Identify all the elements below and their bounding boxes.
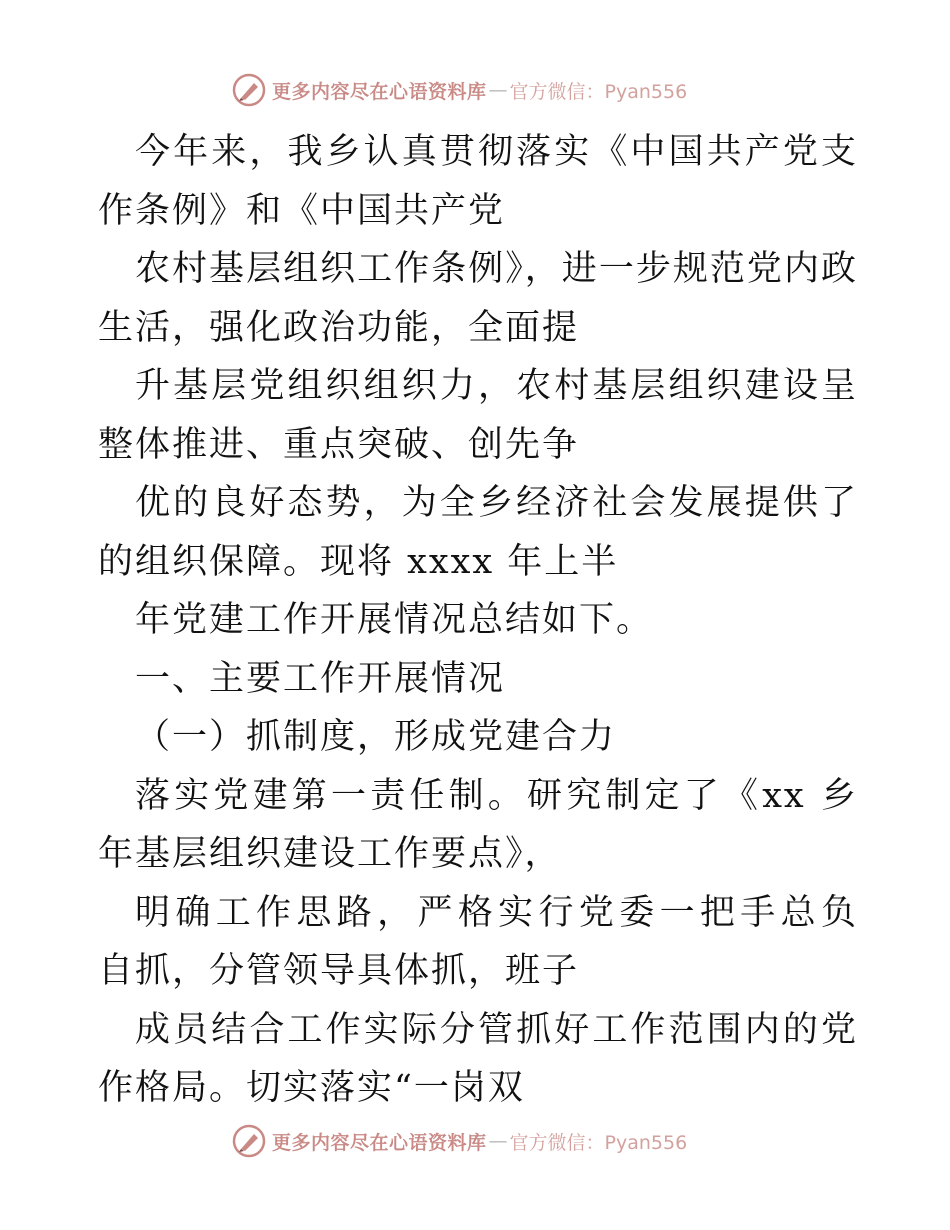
text-line: 优的良好态势，为全乡经济社会发展提供了 [135, 483, 858, 523]
banner-separator: — [488, 79, 508, 101]
footer-watermark-banner [232, 1123, 687, 1159]
text-line: 成员结合工作实际分管抓好工作范围内的党 [135, 1009, 858, 1050]
text-line: 年党建工作开展情况总结如下。 [135, 600, 654, 640]
banner-contact-text: 官方微信：Pyan556 [509, 80, 688, 103]
banner-separator: — [488, 1130, 508, 1152]
header-watermark-banner [232, 72, 687, 108]
banner-brand-text: 更多内容尽在心语资料库 [272, 1131, 487, 1154]
text-line: 作格局。切实落实“一岗双 [98, 1068, 525, 1108]
document-body [98, 123, 858, 1118]
banner-contact-text: 官方微信：Pyan556 [509, 1131, 688, 1154]
text-line: 农村基层组织工作条例》，进一步规范党内政 [135, 249, 858, 289]
text-line: 作条例》和《中国共产党 [98, 190, 506, 231]
text-line: 的组织保障。现将 xxxx 年上半 [98, 541, 619, 582]
text-line: 生活，强化政治功能，全面提 [98, 307, 580, 348]
text-line: 升基层党组织组织力，农村基层组织建设呈 [135, 366, 858, 406]
text-line: 今年来，我乡认真贯彻落实《中国共产党支 [135, 132, 858, 172]
section-heading: 一、主要工作开展情况 [135, 658, 506, 699]
banner-brand-text: 更多内容尽在心语资料库 [272, 80, 487, 103]
text-line: 整体推进、重点突破、创先争 [98, 424, 580, 465]
text-line: 落实党建第一责任制。研究制定了《xx 乡 [135, 775, 858, 816]
pen-logo-icon [232, 1124, 266, 1158]
pen-logo-icon [232, 73, 266, 107]
text-line: 年基层组织建设工作要点》， [98, 834, 562, 874]
subsection-heading: （一）抓制度，形成党建合力 [135, 717, 617, 757]
text-line: 明确工作思路，严格实行党委一把手总负 [135, 892, 858, 933]
text-line: 自抓，分管领导具体抓，班子 [98, 951, 580, 991]
